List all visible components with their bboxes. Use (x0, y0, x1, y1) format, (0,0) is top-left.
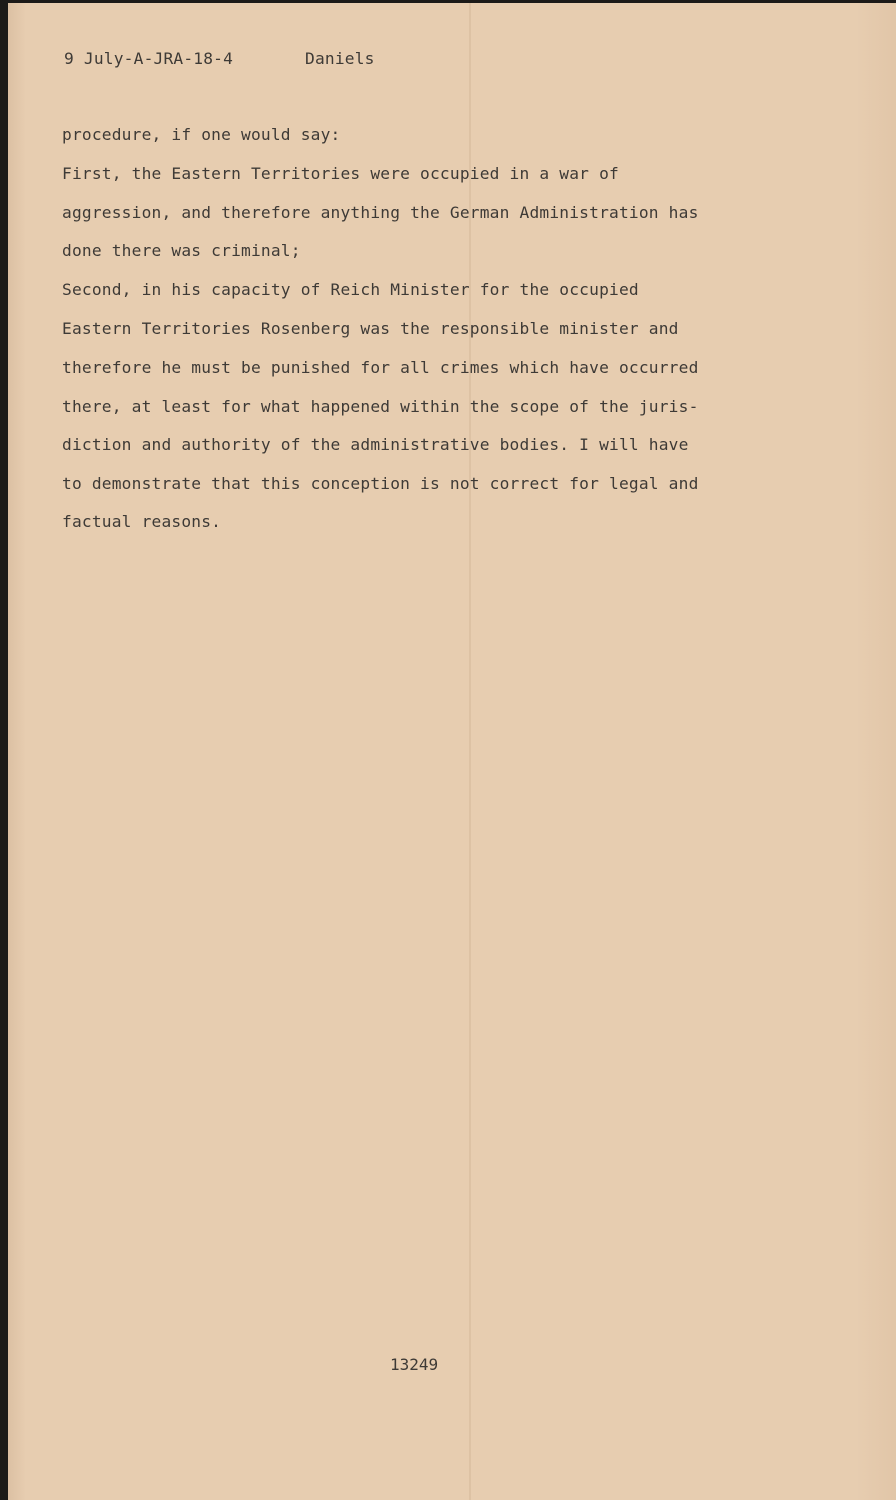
body-line: Eastern Territories Rosenberg was the responsible minister and (62, 319, 679, 338)
body-line: factual reasons. (62, 512, 222, 531)
header-speaker: Daniels (305, 49, 375, 68)
body-line: to demonstrate that this conception is not correct for legal and (62, 474, 699, 493)
paper-fold (469, 3, 471, 1500)
body-line: therefore he must be punished for all crimes which have occurred (62, 358, 699, 377)
body-line: First, the Eastern Territories were occupied in a war of (62, 164, 619, 183)
body-line: there, at least for what happened within the scope of the juris- (62, 397, 699, 416)
body-line: diction and authority of the administrative bodies. I will have (62, 435, 689, 454)
body-line: aggression, and therefore anything the German Administration has (62, 203, 699, 222)
body-line: procedure, if one would say: (62, 125, 341, 144)
header-reference: 9 July-A-JRA-18-4 (64, 49, 234, 68)
document-page (8, 3, 896, 1500)
page-number: 13249 (390, 1355, 439, 1374)
body-line: Second, in his capacity of Reich Minister for the occupied (62, 280, 639, 299)
body-line: done there was criminal; (62, 241, 301, 260)
